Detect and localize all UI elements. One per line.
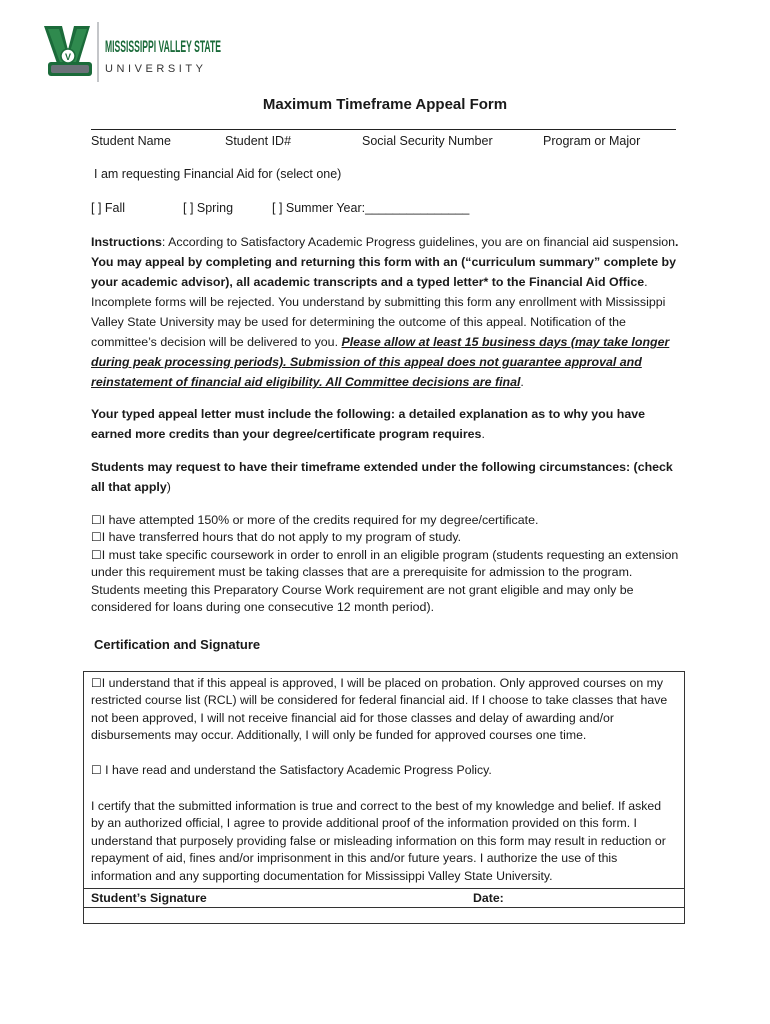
sap-acknowledgement: ☐ I have read and understand the Satisfactory Academic Progress Policy. (91, 763, 492, 777)
checkbox-probation[interactable]: ☐ (91, 676, 102, 690)
logo-line1: MISSISSIPPI VALLEY STATE (105, 37, 221, 56)
option-summer[interactable]: [ ] Summer Year:_______________ (272, 201, 470, 215)
probation-acknowledgement: ☐I understand that if this appeal is approved, I will be placed on probation. Only approved courses on my restricted course list (RCL) will be considered for federal financial aid. If I choose to take classes that have not been approved, I will not receive financial aid for those classes and delay of awarding and/or disbursements may occur. Additionally, I will only be funded for approved courses one time. (91, 676, 668, 743)
checkbox-sap-policy[interactable]: ☐ (91, 763, 102, 777)
field-student-id: Student ID# (225, 134, 292, 148)
signature-label: Student’s Signature (91, 891, 207, 905)
circumstances-list (91, 512, 681, 616)
certification-statement: I certify that the submitted information is true and correct to the best of my knowledge and belief. If asked by an authorized official, I agree to provide additional proof of the information provided on this form. I understand that purposely providing false or misleading information on this form may result in reduction or repayment of aid, fines and/or imprisonment in this and/or future years. I authorize the use of this information and any supporting documentation for Mississippi Valley State University. (91, 799, 666, 883)
logo-line2: UNIVERSITY (105, 63, 209, 75)
option-spring[interactable]: [ ] Spring (183, 201, 234, 215)
list-item: ☐I must take specific coursework in order to enroll in an eligible program (students requesting an extension under this requirement must be taking classes that are a prerequisite for admission to the program. Students meeting this Preparatory Course Work requirement are not grant eligible and may only be considered for loans during one consecutive 12 month period). (91, 547, 679, 615)
circumstances-intro: Students may request to have their timeframe extended under the following circumstances: (check all that apply) (91, 460, 673, 494)
field-student-name: Student Name (91, 134, 171, 148)
date-label: Date: (473, 891, 504, 905)
form-title: Maximum Timeframe Appeal Form (262, 96, 508, 113)
letter-requirement: Your typed appeal letter must include the following: a detailed explanation as to why you have earned more credits than your degree/certificate program requires. (91, 407, 646, 441)
field-underline (91, 129, 676, 130)
option-fall[interactable]: [ ] Fall (91, 201, 126, 215)
logo-mark: V (64, 52, 72, 62)
instructions-paragraph: Instructions: According to Satisfactory Academic Progress guidelines, you are on financial aid suspension. You may appeal by completing and returning this form with an (“curriculum summary” complete by your academic advisor), all academic transcripts and a typed letter* to the Financial Aid Office. Incomplete forms will be rejected. You understand by submitting this form any enrollment with Mississippi Valley State University may be used for determining the outcome of this appeal. Notification of the committee’s decision will be delivered to you. Please allow at least 15 business days (may take longer during peak processing periods). Submission of this appeal does not guarantee approval and reinstatement of financial aid eligibility. All Committee decisions are final. (91, 235, 679, 389)
checkbox-transferred-hours[interactable]: ☐ (91, 530, 102, 545)
field-ssn: Social Security Number (362, 134, 493, 148)
certification-box (83, 671, 685, 924)
certification-heading: Certification and Signature (94, 637, 261, 652)
field-program: Program or Major (543, 134, 641, 148)
logo-emblem (44, 26, 92, 76)
checkbox-specific-coursework[interactable]: ☐ (91, 547, 102, 562)
list-item: ☐I have transferred hours that do not apply to my program of study. (91, 530, 462, 545)
checkbox-150-percent[interactable]: ☐ (91, 513, 102, 527)
university-logo (42, 20, 227, 84)
request-text: I am requesting Financial Aid for (select one) (94, 167, 342, 181)
signature-row[interactable] (84, 888, 684, 908)
instructions-label: Instructions (91, 235, 162, 249)
processing-notice: Please allow at least 15 business days (may take longer during peak processing periods). Submission of this appeal does not guarantee approval and reinstatement of financial aid eligibility. All Committee decisions are final (91, 335, 670, 389)
list-item: ☐I have attempted 150% or more of the credits required for my degree/certificate. (91, 513, 539, 527)
